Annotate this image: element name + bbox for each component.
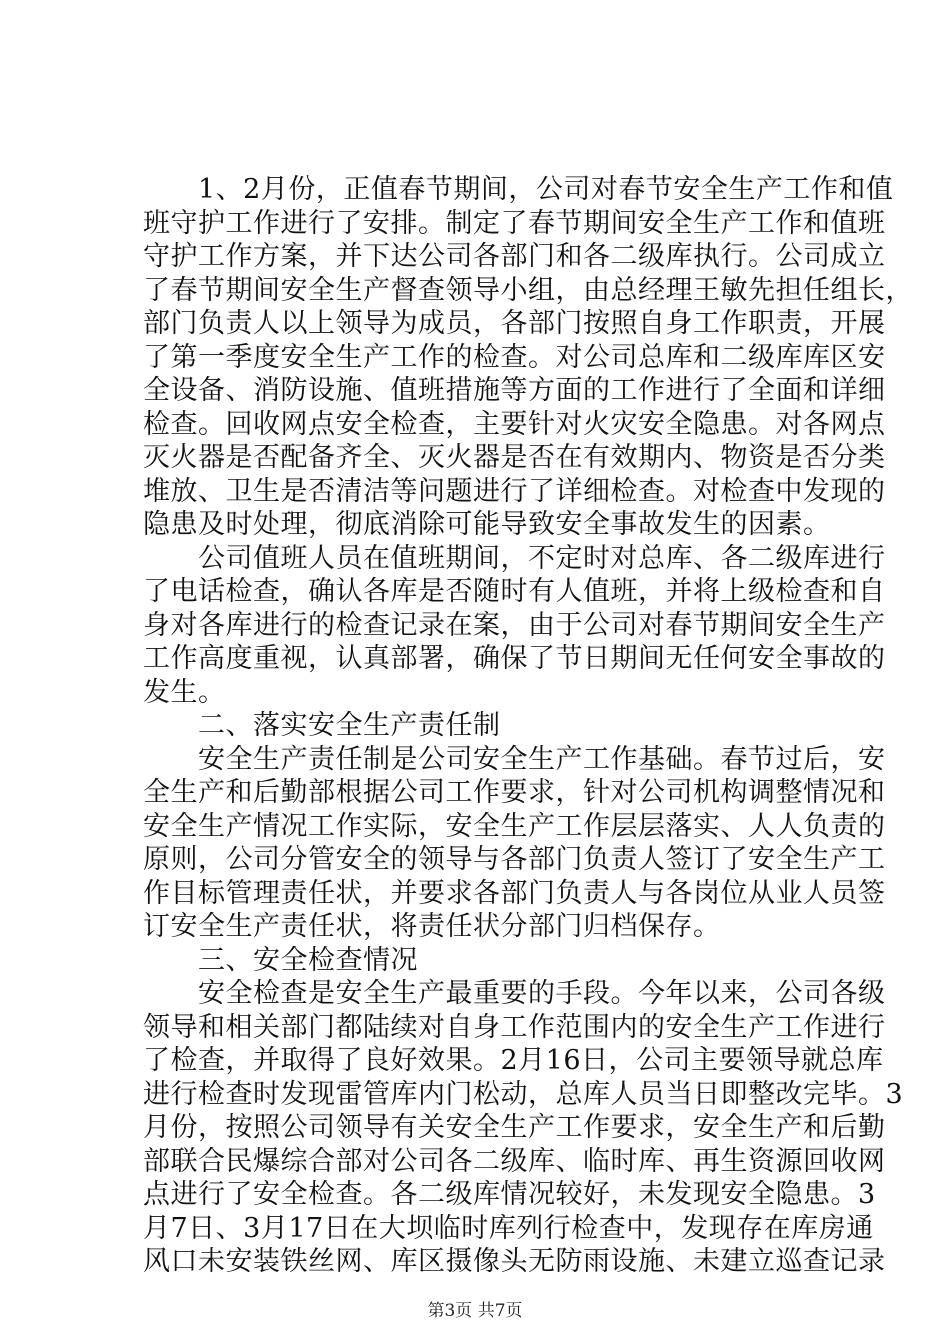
text-line: 进行检查时发现雷管库内门松动，总库人员当日即整改完毕。3 xyxy=(143,1079,904,1110)
text-line: 班守护工作进行了安排。制定了春节期间安全生产工作和值班 xyxy=(143,208,886,239)
text-line: 点进行了安全检查。各二级库情况较好，未发现安全隐患。3 xyxy=(143,1179,876,1210)
text-line: 堆放、卫生是否清洁等问题进行了详细检查。对检查中发现的 xyxy=(143,476,886,507)
page-number-footer: 第3页 共7页 xyxy=(427,1301,523,1321)
text-line: 守护工作方案，并下达公司各部门和各二级库执行。公司成立 xyxy=(143,241,886,272)
text-line: 检查。回收网点安全检查，主要针对火灾安全隐患。对各网点 xyxy=(143,409,886,440)
text-line: 月7日、3月17日在大坝临时库列行检查中，发现存在库房通 xyxy=(143,1213,874,1244)
text-line: 隐患及时处理，彻底消除可能导致安全事故发生的因素。 xyxy=(143,509,831,540)
text-line: 全设备、消防设施、值班措施等方面的工作进行了全面和详细 xyxy=(143,375,886,406)
text-line: 1、2月份，正值春节期间，公司对春节安全生产工作和值 xyxy=(143,174,894,205)
section-heading: 三、安全检查情况 xyxy=(143,945,418,976)
text-line: 了春节期间安全生产督查领导小组，由总经理王敏先担任组长， xyxy=(143,275,913,306)
text-line: 全生产和后勤部根据公司工作要求，针对公司机构调整情况和 xyxy=(143,777,886,808)
text-line: 身对各库进行的检查记录在案，由于公司对春节期间安全生产 xyxy=(143,610,886,641)
text-line: 安全检查是安全生产最重要的手段。今年以来，公司各级 xyxy=(143,978,886,1009)
text-line: 公司值班人员在值班期间，不定时对总库、各二级库进行 xyxy=(143,543,886,574)
text-line: 领导和相关部门都陆续对自身工作范围内的安全生产工作进行 xyxy=(143,1012,886,1043)
text-line: 安全生产责任制是公司安全生产工作基础。春节过后，安 xyxy=(143,744,886,775)
text-line: 发生。 xyxy=(143,677,226,708)
section-heading: 二、落实安全生产责任制 xyxy=(143,710,501,741)
text-line: 了电话检查，确认各库是否随时有人值班，并将上级检查和自 xyxy=(143,576,886,607)
text-line: 部联合民爆综合部对公司各二级库、临时库、再生资源回收网 xyxy=(143,1146,886,1177)
text-line: 订安全生产责任状，将责任状分部门归档保存。 xyxy=(143,911,721,942)
text-line: 工作高度重视，认真部署，确保了节日期间无任何安全事故的 xyxy=(143,643,886,674)
text-line: 原则，公司分管安全的领导与各部门负责人签订了安全生产工 xyxy=(143,844,886,875)
text-line: 部门负责人以上领导为成员，各部门按照自身工作职责，开展 xyxy=(143,308,886,339)
text-line: 了检查，并取得了良好效果。2月16日，公司主要领导就总库 xyxy=(143,1045,884,1076)
text-line: 了第一季度安全生产工作的检查。对公司总库和二级库库区安 xyxy=(143,342,886,373)
text-line: 风口未安装铁丝网、库区摄像头无防雨设施、未建立巡查记录 xyxy=(143,1246,886,1277)
text-line: 月份，按照公司领导有关安全生产工作要求，安全生产和后勤 xyxy=(143,1112,886,1143)
text-line: 作目标管理责任状，并要求各部门负责人与各岗位从业人员签 xyxy=(143,878,886,909)
text-line: 灭火器是否配备齐全、灭火器是否在有效期内、物资是否分类 xyxy=(143,442,886,473)
text-line: 安全生产情况工作实际，安全生产工作层层落实、人人负责的 xyxy=(143,811,886,842)
